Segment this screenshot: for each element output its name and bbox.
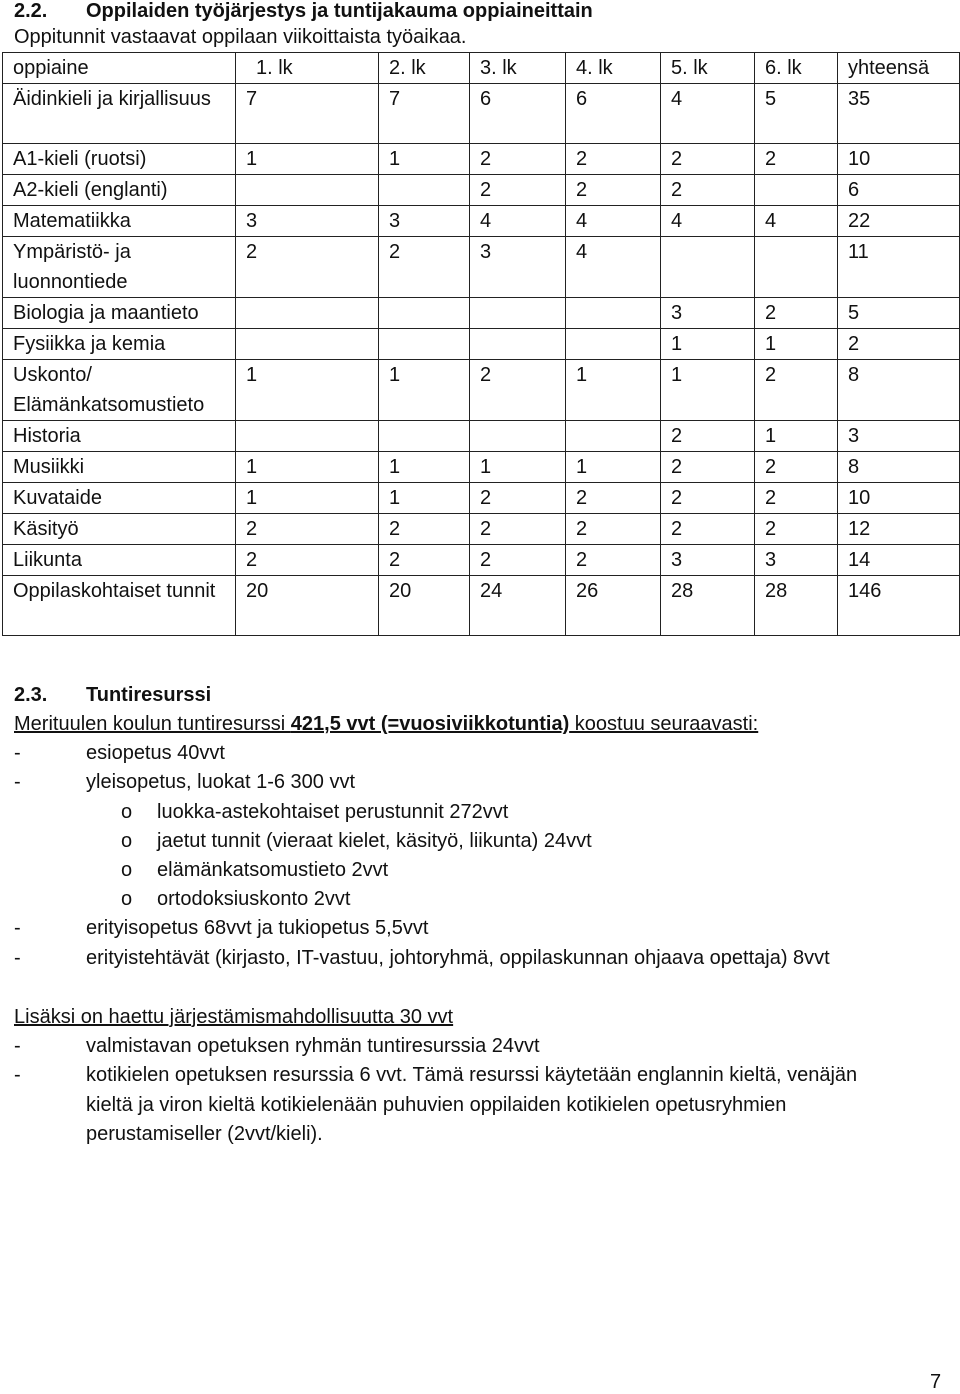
table-row: [3, 421, 960, 452]
hours-cell: [236, 329, 379, 360]
hours-cell: 1: [236, 144, 379, 175]
list-item-text: erityisopetus 68vvt ja tukiopetus 5,5vvt: [86, 917, 429, 939]
table-body: [3, 53, 960, 636]
hours-cell: 2: [236, 545, 379, 576]
total-cell: 11: [838, 237, 960, 298]
subject-cell: Biologia ja maantieto: [3, 298, 236, 329]
sub-list-item: [121, 856, 921, 885]
sub-list-item-text: ortodoksiuskonto 2vvt: [157, 888, 351, 910]
hours-cell: 7: [236, 84, 379, 144]
hours-cell: 2: [755, 514, 838, 545]
hours-cell: 2: [661, 514, 755, 545]
hours-cell: 1: [566, 452, 661, 483]
section-number: 2.3.: [14, 684, 48, 706]
hours-cell: 4: [566, 206, 661, 237]
subject-cell: Historia: [3, 421, 236, 452]
total-cell: 6: [838, 175, 960, 206]
hours-cell: 2: [661, 483, 755, 514]
hours-cell: 2: [566, 144, 661, 175]
hours-cell: [755, 237, 838, 298]
hours-cell: 1: [470, 452, 566, 483]
table-header-row: [3, 53, 960, 84]
table-row: [3, 84, 960, 144]
list-item-text: yleisopetus, luokat 1-6 300 vvt: [86, 771, 356, 793]
hours-cell: [236, 175, 379, 206]
hours-cell: [661, 237, 755, 298]
dash-bullet: -: [14, 1064, 21, 1086]
hours-cell: [236, 298, 379, 329]
header-cell: 3. lk: [470, 53, 566, 84]
subject-cell: Uskonto/ Elämänkatsomustieto: [3, 360, 236, 421]
dash-bullet: -: [14, 771, 21, 793]
hours-cell: 3: [661, 545, 755, 576]
hours-cell: 1: [566, 360, 661, 421]
hours-cell: 2: [566, 514, 661, 545]
hours-cell: 28: [661, 576, 755, 636]
hours-cell: 2: [470, 360, 566, 421]
hours-cell: 20: [236, 576, 379, 636]
subject-cell: Kuvataide: [3, 483, 236, 514]
total-cell: 35: [838, 84, 960, 144]
intro-text: koostuu seuraavasti:: [569, 713, 759, 735]
hours-cell: 3: [755, 545, 838, 576]
hours-cell: 3: [661, 298, 755, 329]
total-cell: 8: [838, 452, 960, 483]
header-cell: 2. lk: [379, 53, 470, 84]
intro-total: 421,5 vvt (=vuosiviikkotuntia): [290, 713, 570, 735]
hours-cell: 24: [470, 576, 566, 636]
list-item: [14, 914, 914, 943]
header-cell: oppiaine: [3, 53, 236, 84]
table-row: [3, 144, 960, 175]
subject-cell: Ympäristö- ja luonnontiede: [3, 237, 236, 298]
hours-cell: [236, 421, 379, 452]
hours-cell: 2: [755, 144, 838, 175]
table-row: [3, 514, 960, 545]
list-item-text: esiopetus 40vvt: [86, 742, 225, 764]
hours-cell: 2: [566, 545, 661, 576]
subject-cell: A1-kieli (ruotsi): [3, 144, 236, 175]
hours-cell: [566, 298, 661, 329]
hours-cell: 2: [661, 452, 755, 483]
hours-cell: 1: [236, 483, 379, 514]
header-cell: 6. lk: [755, 53, 838, 84]
hours-cell: 2: [755, 360, 838, 421]
list-item-text: erityistehtävät (kirjasto, IT-vastuu, johtoryhmä, oppilaskunnan ohjaava opettaja) 8vvt: [86, 947, 830, 969]
hours-cell: 2: [379, 514, 470, 545]
page-number: 7: [930, 1371, 942, 1393]
list-item: [14, 1032, 914, 1061]
hours-cell: 1: [755, 329, 838, 360]
hours-cell: 6: [566, 84, 661, 144]
sub-list-item-text: jaetut tunnit (vieraat kielet, käsityö, liikunta) 24vvt: [157, 830, 592, 852]
header-cell: 4. lk: [566, 53, 661, 84]
sub-list-item: [121, 827, 921, 856]
header-cell: yhteensä: [838, 53, 960, 84]
hours-cell: 3: [236, 206, 379, 237]
table-row: [3, 237, 960, 298]
hours-cell: 3: [470, 237, 566, 298]
extra-heading: Lisäksi on haettu järjestämismahdollisuutta 30 vvt: [14, 1006, 454, 1028]
hours-cell: 1: [755, 421, 838, 452]
hours-cell: 5: [755, 84, 838, 144]
table-row: [3, 545, 960, 576]
timetable-table: [2, 52, 960, 636]
hours-cell: 4: [470, 206, 566, 237]
list-item: [14, 1061, 934, 1090]
hours-cell: 7: [379, 84, 470, 144]
hours-cell: 1: [379, 452, 470, 483]
hours-cell: 2: [661, 175, 755, 206]
hours-cell: 2: [755, 483, 838, 514]
list-item-text: valmistavan opetuksen ryhmän tuntiresurssia 24vvt: [86, 1035, 540, 1057]
hours-cell: 4: [661, 206, 755, 237]
subject-cell: Käsityö: [3, 514, 236, 545]
total-cell: 146: [838, 576, 960, 636]
table-row: [3, 576, 960, 636]
total-cell: 5: [838, 298, 960, 329]
table-row: [3, 175, 960, 206]
hours-cell: 2: [566, 175, 661, 206]
subject-cell: Liikunta: [3, 545, 236, 576]
total-cell: 3: [838, 421, 960, 452]
hours-cell: 2: [470, 514, 566, 545]
header-cell: 1. lk: [236, 53, 379, 84]
hours-cell: [379, 298, 470, 329]
dash-bullet: -: [14, 917, 21, 939]
subject-cell: Musiikki: [3, 452, 236, 483]
hours-cell: 4: [661, 84, 755, 144]
hours-cell: [379, 421, 470, 452]
hours-cell: 2: [470, 545, 566, 576]
hours-cell: 1: [379, 144, 470, 175]
table-row: [3, 298, 960, 329]
table-row: [3, 360, 960, 421]
section-heading-2-2: [14, 0, 593, 22]
hours-cell: [379, 175, 470, 206]
dash-bullet: -: [14, 1035, 21, 1057]
hours-cell: 1: [236, 360, 379, 421]
hours-cell: 28: [755, 576, 838, 636]
sub-list-item: [121, 885, 921, 914]
section-title: Tuntiresurssi: [86, 684, 212, 706]
list-item: [14, 768, 914, 797]
dash-bullet: -: [14, 742, 21, 764]
hours-cell: 2: [755, 452, 838, 483]
hours-cell: 2: [470, 483, 566, 514]
list-item-text: kotikielen opetuksen resurssia 6 vvt. Tämä resurssi käytetään englannin kieltä, venäjän: [86, 1064, 858, 1086]
hours-cell: 2: [661, 144, 755, 175]
total-cell: 10: [838, 483, 960, 514]
hours-cell: [470, 329, 566, 360]
hours-cell: 1: [661, 360, 755, 421]
table-row: [3, 206, 960, 237]
intro-text: Merituulen koulun tuntiresurssi: [14, 713, 291, 735]
hours-cell: 20: [379, 576, 470, 636]
subject-cell: Äidinkieli ja kirjallisuus: [3, 84, 236, 144]
total-cell: 2: [838, 329, 960, 360]
list-item: [14, 944, 934, 973]
list-item-continuation: kieltä ja viron kieltä kotikielenään puhuvien oppilaiden kotikielen opetusryhmien: [86, 1094, 787, 1116]
hours-cell: [470, 421, 566, 452]
circle-bullet: o: [121, 859, 133, 881]
total-cell: 8: [838, 360, 960, 421]
sub-list-item-text: elämänkatsomustieto 2vvt: [157, 859, 389, 881]
table-caption: Oppitunnit vastaavat oppilaan viikoittaista työaikaa.: [14, 26, 467, 48]
section-heading-2-3: [14, 681, 211, 709]
section-number: 2.2.: [14, 0, 48, 22]
total-cell: 22: [838, 206, 960, 237]
dash-bullet: -: [14, 947, 21, 969]
hours-cell: 1: [379, 360, 470, 421]
subject-cell: Matematiikka: [3, 206, 236, 237]
table-row: [3, 483, 960, 514]
subject-cell: A2-kieli (englanti): [3, 175, 236, 206]
hours-cell: 2: [661, 421, 755, 452]
hours-cell: 4: [566, 237, 661, 298]
subject-cell: Oppilaskohtaiset tunnit: [3, 576, 236, 636]
circle-bullet: o: [121, 888, 133, 910]
table-row: [3, 452, 960, 483]
table-row: [3, 329, 960, 360]
hours-cell: 2: [379, 545, 470, 576]
hours-cell: 2: [236, 514, 379, 545]
subject-cell: Fysiikka ja kemia: [3, 329, 236, 360]
circle-bullet: o: [121, 801, 133, 823]
hours-cell: 2: [755, 298, 838, 329]
resource-intro: [14, 710, 758, 739]
sub-list-item-text: luokka-astekohtaiset perustunnit 272vvt: [157, 801, 509, 823]
hours-cell: 2: [470, 175, 566, 206]
hours-cell: [379, 329, 470, 360]
total-cell: 14: [838, 545, 960, 576]
header-cell: 5. lk: [661, 53, 755, 84]
section-title: Oppilaiden työjärjestys ja tuntijakauma oppiaineittain: [86, 0, 593, 22]
hours-cell: 26: [566, 576, 661, 636]
total-cell: 12: [838, 514, 960, 545]
hours-cell: [470, 298, 566, 329]
list-item-continuation: perustamiseller (2vvt/kieli).: [86, 1123, 323, 1145]
hours-cell: [566, 421, 661, 452]
hours-cell: 2: [236, 237, 379, 298]
hours-cell: [566, 329, 661, 360]
sub-list-item: [121, 798, 921, 827]
hours-cell: 1: [236, 452, 379, 483]
circle-bullet: o: [121, 830, 133, 852]
hours-cell: 3: [379, 206, 470, 237]
total-cell: 10: [838, 144, 960, 175]
hours-cell: 2: [379, 237, 470, 298]
list-item: [14, 739, 914, 768]
hours-cell: [755, 175, 838, 206]
hours-cell: 4: [755, 206, 838, 237]
hours-cell: 6: [470, 84, 566, 144]
hours-cell: 2: [470, 144, 566, 175]
hours-cell: 1: [379, 483, 470, 514]
hours-cell: 2: [566, 483, 661, 514]
hours-cell: 1: [661, 329, 755, 360]
